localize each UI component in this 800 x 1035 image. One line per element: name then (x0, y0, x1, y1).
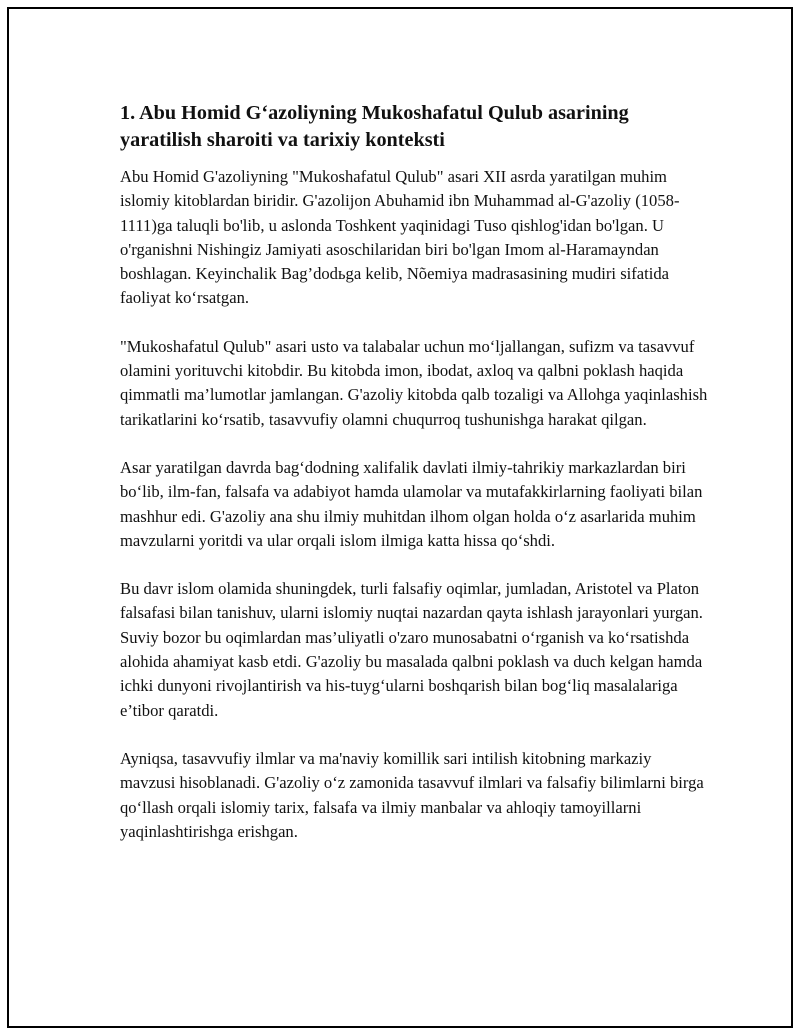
paragraph-1: Abu Homid G'azoliyning "Mukoshafatul Qulub" asari XII asrda yaratilgan muhim islomiy kitoblardan biridir. G'azolijon Abuhamid ibn Muhammad al-G'azoliy (1058-1111)ga taluqli bo'lib, u aslonda Toshkent yaqinidagi Tuso qishlog'idan bo'lgan. U o'rganishni Nishingiz Jamiyati asoschilaridan biri bo'lgan Imom al-Haramayndan boshlagan. Keyinchalik Bag’dodьga kelib, Nõemiya madrasasining mudiri sifatida faoliyat ko‘rsatgan. (120, 167, 680, 308)
paragraph-5: Ayniqsa, tasavvufiy ilmlar va ma'naviy komillik sari intilish kitobning markaziy mavzusi hisoblanadi. G'azoliy o‘z zamonida tasavvuf ilmlari va falsafiy bilimlarni birga qo‘llash orqali islomiy tarix, falsafa va ilmiy manbalar va ahloqiy tamoyillarni yaqinlashtirishga erishgan. (120, 748, 704, 841)
document-content (120, 100, 710, 844)
page-frame (7, 7, 793, 1028)
section-heading: 1. Abu Homid G‘azoliyning Mukoshafatul Qulub asarining yaratilish sharoiti va tarixiy konteksti (120, 102, 629, 151)
paragraph-2: "Mukoshafatul Qulub" asari usto va talabalar uchun mo‘ljallangan, sufizm va tasavvuf olamini yorituvchi kitobdir. Bu kitobda imon, ibodat, axloq va qalbni poklash haqida qimmatli ma’lumotlar jamlangan. G'azoliy kitobda qalb tozaligi va Allohga yaqinlashish tarikatlarini ko‘rsatib, tasavvufiy olamni chuqurroq tushunishga harakat qilgan. (120, 336, 708, 429)
paragraph-4: Bu davr islom olamida shuningdek, turli falsafiy oqimlar, jumladan, Aristotel va Platon falsafasi bilan tanishuv, ularni islomiy nuqtai nazardan qayta ishlash jarayonlari yurgan. Suviy bozor bu oqimlardan mas’uliyatli o'zaro munosabatni o‘rganish va ko‘rsatishda alohida ahamiyat kasb etdi. G'azoliy bu masalada qalbni poklash va duch kelgan hamda ichki dunyoni rivojlantirish va his-tuyg‘ularni boshqarish bilan bog‘liq masalalariga e’tibor qaratdi. (120, 579, 703, 720)
paragraph-3: Asar yaratilgan davrda bag‘dodning xalifalik davlati ilmiy-tahrikiy markazlardan biri bo‘lib, ilm-fan, falsafa va adabiyot hamda ulamolar va mutafakkirlarning faoliyati bilan mashhur edi. G'azoliy ana shu ilmiy muhitdan ilhom olgan holda o‘z asarlarida muhim mavzularni yoritdi va ular orqali islom ilmiga katta hissa qo‘shdi. (120, 457, 703, 550)
